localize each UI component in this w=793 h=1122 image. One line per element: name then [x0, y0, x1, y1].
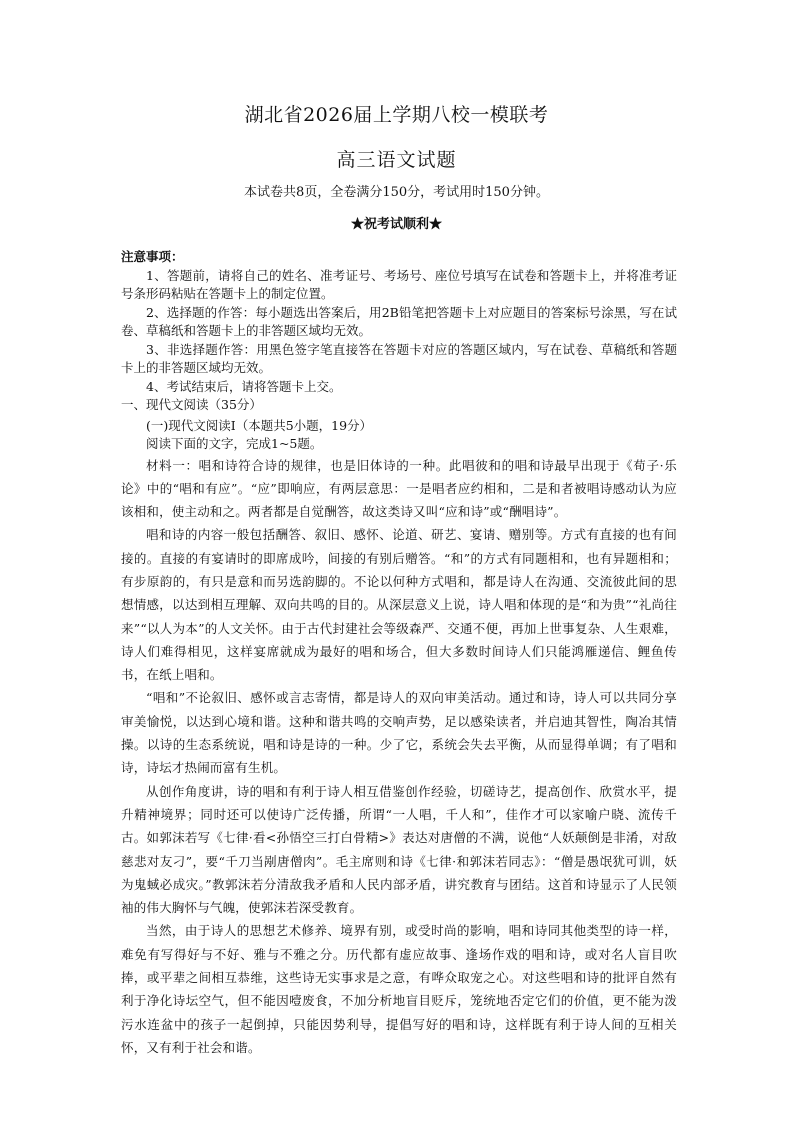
note-item: 2、选择题的作答：每小题选出答案后，用2B铅笔把答题卡上对应题目的答案标号涂黑，写在试卷、草稿纸和答题卡上的非答题区域均无效。 — [121, 304, 677, 338]
content — [121, 248, 677, 1059]
passage-paragraph: “唱和”不论叙旧、感怀或言志寄情，都是诗人的双向审美活动。通过和诗，诗人可以共同分享审美愉悦，以达到心境和谐。这种和谐共鸣的交响声势，足以感染读者，并启迪其智性，陶冶其情操。以诗的生态系统说，唱和诗是诗的一种。少了它，系统会失去平衡，从而显得单调；有了唱和诗，诗坛才热闹而富有生机。 — [121, 690, 677, 776]
note-item: 1、答题前，请将自己的姓名、准考证号、考场号、座位号填写在试卷和答题卡上，并将准考证号条形码粘贴在答题卡上的制定位置。 — [121, 267, 677, 301]
good-luck-banner: ★祝考试顺利★ — [350, 217, 442, 232]
note-item: 4、考试结束后，请将答题卡上交。 — [146, 378, 342, 394]
subject-title: 高三语文试题 — [336, 149, 457, 171]
note-item: 3、非选择题作答：用黑色签字笔直接答在答题卡对应的答题区域内，写在试卷、草稿纸和答题卡上的非答题区域均无效。 — [121, 341, 677, 375]
reading-instruction: 阅读下面的文字，完成1~5题。 — [146, 436, 323, 451]
passage-paragraph: 当然，由于诗人的思想艺术修养、境界有别，或受时尚的影响，唱和诗同其他类型的诗一样，难免有写得好与不好、雅与不雅之分。历代都有虚应故事、逢场作戏的唱和诗，或对名人盲目吹捧，或平辈之间相互恭维，这些诗无实事求是之意，有哗众取宠之心。对这些唱和诗的批评自然有利于净化诗坛空气，但不能因噎废食，不加分析地盲目贬斥，笼统地否定它们的价值，更不能为泼污水连盆中的孩子一起倒掉，只能因势利导，提倡写好的唱和诗，这样既有利于诗人间的互相关怀，又有利于社会和谐。 — [121, 923, 677, 1055]
reading-passage — [121, 454, 677, 1060]
subsection-title: (一)现代文阅读Ⅰ（本题共5小题，19分） — [146, 417, 373, 433]
notes-heading: 注意事项： — [121, 249, 184, 264]
passage-paragraph: 从创作角度讲，诗的唱和有利于诗人相互借鉴创作经验，切磋诗艺，提高创作、欣赏水平，提升精神境界；同时还可以使诗广泛传播，所谓“一人唱，千人和”，佳作才可以家喻户晓、流传千古。如郭沫若写《七律·看<孙悟空三打白骨精>》表达对唐僧的不满，说他“人妖颠倒是非淆，对敌慈悲对友刁”，要“千刀当剐唐僧肉”。毛主席则和诗《七律·和郭沫若同志》：“僧是愚氓犹可训，妖为鬼蜮必成灾。”教郭沫若分清敌我矛盾和人民内部矛盾，讲究教育与团结。这首和诗显示了人民领袖的伟大胸怀与气魄，使郭沫若深受教育。 — [121, 783, 677, 916]
exam-title: 湖北省2026届上学期八校一模联考 — [244, 104, 549, 126]
passage-paragraph: 材料一：唱和诗符合诗的规律，也是旧体诗的一种。此唱彼和的唱和诗最早出现于《荀子·乐论》中的“唱和有应”。“应”即响应，有两层意思：一是唱者应约相和，二是和者被唱诗感动认为应该相和，使主动和之。两者都是自觉酬答，故这类诗又叫“应和诗”或“酬唱诗”。 — [121, 457, 677, 520]
passage-paragraph: 唱和诗的内容一般包括酬答、叙旧、感怀、论道、研艺、宴请、赠别等。方式有直接的也有间接的。直接的有宴请时的即席成吟，间接的有别后赠答。“和”的方式有同题相和，也有异题相和；有步原韵的，有只是意和而另选韵脚的。不论以何种方式唱和，都是诗人在沟通、交流彼此间的思想情感，以达到相互理解、双向共鸣的目的。从深层意义上说，诗人唱和体现的是“和为贵”“礼尚往来”“以人为本”的人文关怀。由于古代封建社会等级森严、交通不便，再加上世事复杂、人生艰难，诗人们难得相见，这样宴席就成为最好的唱和场合，但大多数时间诗人们只能鸿雁递信、鲤鱼传书，在纸上唱和。 — [121, 527, 677, 683]
section-title: 一、现代文阅读（35分） — [121, 397, 262, 412]
exam-info: 本试卷共8页，全卷满分150分，考试用时150分钟。 — [244, 185, 549, 200]
